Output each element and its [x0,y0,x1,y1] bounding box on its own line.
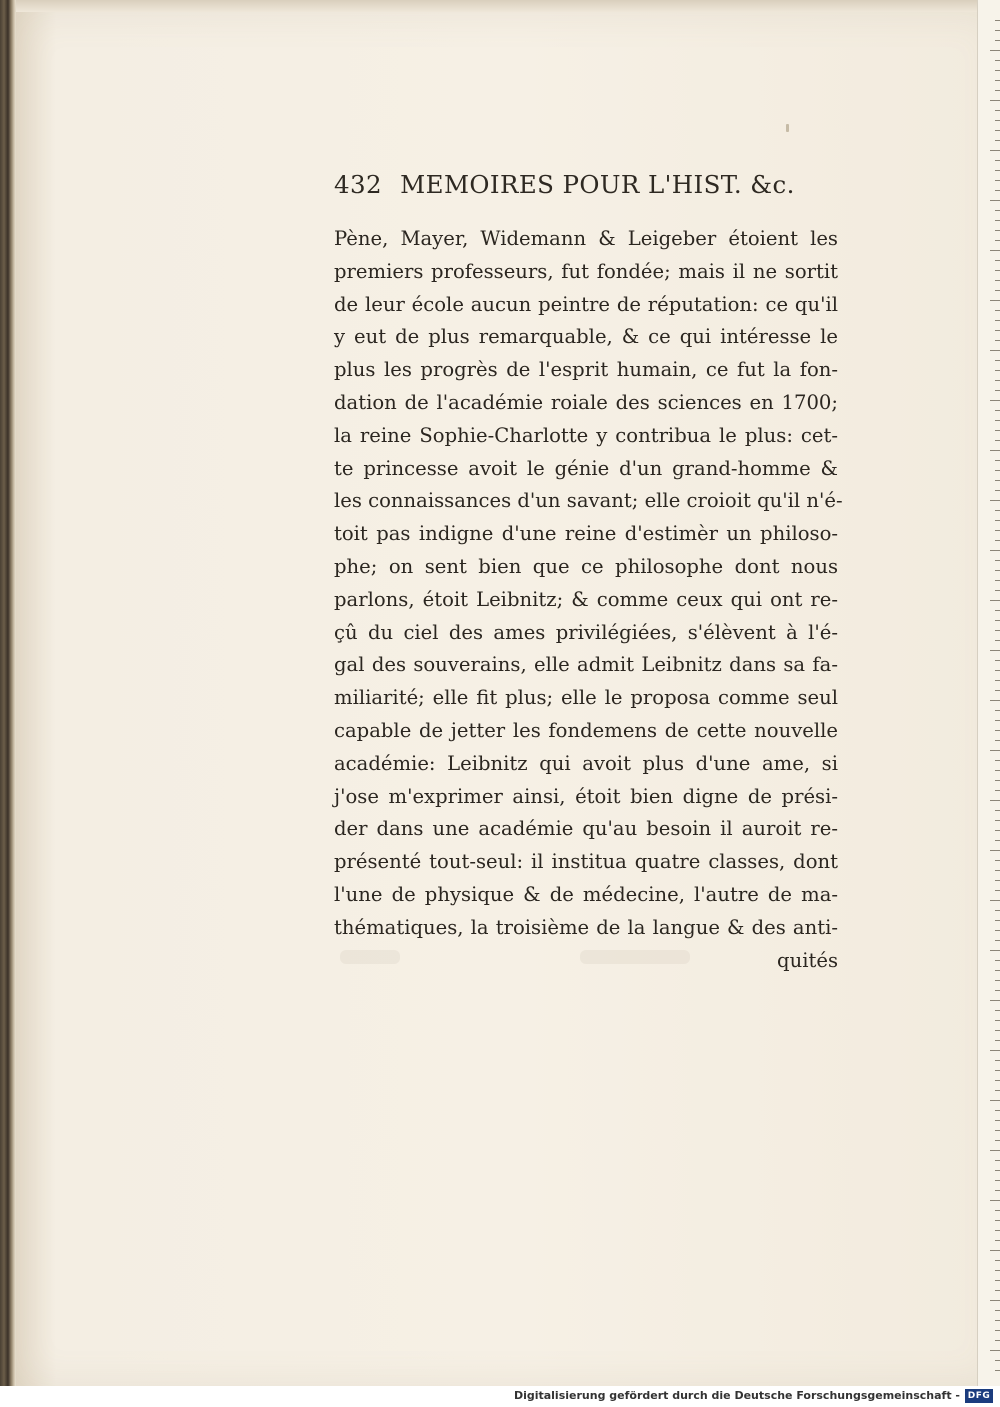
ruler-tick [995,210,1000,211]
ruler-tick [995,880,1000,881]
ruler-tick [995,890,1000,891]
ruler-tick [990,1250,1000,1251]
text-line: çû du ciel des ames privilégiées, s'élèvent à l'é- [334,620,838,644]
scan-ruler [977,0,1000,1386]
text-line: te princesse avoit le génie d'un grand-homme & [334,456,838,480]
ruler-tick [995,410,1000,411]
ruler-tick [995,440,1000,441]
ruler-tick [990,300,1000,301]
ruler-tick [995,810,1000,811]
text-line: thématiques, la troisième de la langue & des anti- [334,915,838,939]
ruler-tick [995,1240,1000,1241]
ruler-tick [990,700,1000,701]
ruler-tick [995,430,1000,431]
ruler-tick [995,220,1000,221]
ruler-tick [995,1020,1000,1021]
ruler-tick [995,380,1000,381]
ruler-tick [995,1310,1000,1311]
body-text [334,223,843,977]
text-line: toit pas indigne d'une reine d'estimèr un philoso- [334,522,838,546]
ruler-tick [995,110,1000,111]
ruler-tick [995,1270,1000,1271]
text-line: Pène, Mayer, Widemann & Leigeber étoient les [334,227,838,250]
ruler-tick [995,1180,1000,1181]
ruler-tick [995,970,1000,971]
ruler-tick [995,270,1000,271]
ruler-tick [990,750,1000,751]
ruler-tick [995,1130,1000,1131]
ruler-tick [995,530,1000,531]
ruler-tick [995,540,1000,541]
ruler-tick [995,1210,1000,1211]
ruler-tick [995,990,1000,991]
page-number: 432 [334,170,382,199]
ruler-tick [990,1300,1000,1301]
footer-bar [0,1386,1000,1407]
ruler-tick [990,950,1000,951]
ruler-tick [995,1220,1000,1221]
ruler-tick [995,940,1000,941]
ruler-tick [990,1350,1000,1351]
ruler-tick [990,450,1000,451]
ruler-tick [995,930,1000,931]
ruler-tick [995,490,1000,491]
ruler-tick [995,560,1000,561]
ruler-tick [995,1140,1000,1141]
ruler-tick [995,610,1000,611]
dfg-logo: DFG [965,1389,993,1403]
text-line: der dans une académie qu'au besoin il auroit re- [334,817,838,841]
ruler-tick [995,1290,1000,1291]
ruler-tick [995,1030,1000,1031]
ruler-tick [995,290,1000,291]
text-line: dation de l'académie roiale des sciences en 1700; [334,390,838,414]
ruler-tick [995,190,1000,191]
ruler-tick [990,400,1000,401]
ruler-tick [995,1010,1000,1011]
ruler-tick [995,960,1000,961]
ruler-tick [995,1110,1000,1111]
ruler-tick [990,250,1000,251]
text-line: la reine Sophie-Charlotte y contribua le plus: cet- [334,423,838,447]
text-line: académie: Leibnitz qui avoit plus d'une ame, si [334,751,838,775]
ruler-tick [990,1050,1000,1051]
ruler-tick [995,780,1000,781]
ruler-tick [995,320,1000,321]
book-binding-edge [0,0,16,1386]
ruler-tick [995,820,1000,821]
ruler-tick [990,200,1000,201]
ruler-tick [995,1190,1000,1191]
ruler-tick [990,550,1000,551]
ruler-tick [995,740,1000,741]
text-line: parlons, étoit Leibnitz; & comme ceux qui ont re- [334,587,838,611]
ruler-tick [995,1120,1000,1121]
ruler-tick [995,340,1000,341]
ruler-tick [990,350,1000,351]
ruler-tick [995,120,1000,121]
catchword: quités [777,948,838,972]
ruler-tick [995,790,1000,791]
ruler-tick [995,680,1000,681]
ruler-tick [995,90,1000,91]
ruler-tick [995,1320,1000,1321]
ruler-tick [990,100,1000,101]
ruler-tick [995,230,1000,231]
ruler-tick [995,770,1000,771]
ruler-tick [995,180,1000,181]
ruler-tick [995,1170,1000,1171]
ruler-tick [995,70,1000,71]
ruler-tick [995,580,1000,581]
ruler-tick [995,420,1000,421]
ruler-tick [990,500,1000,501]
ruler-tick [990,800,1000,801]
ruler-tick [995,760,1000,761]
ruler-tick [995,140,1000,141]
ruler-tick [990,600,1000,601]
ruler-tick [995,660,1000,661]
ruler-tick [995,730,1000,731]
ruler-tick [995,570,1000,571]
ruler-tick [990,1100,1000,1101]
ruler-tick [990,1150,1000,1151]
ruler-tick [990,900,1000,901]
ruler-tick [995,1090,1000,1091]
ruler-tick [995,40,1000,41]
ruler-tick [995,170,1000,171]
text-line: phe; on sent bien que ce philosophe dont nous [334,554,838,578]
ruler-tick [995,510,1000,511]
paper-mark [786,124,789,132]
ruler-tick [995,470,1000,471]
ruler-tick [995,360,1000,361]
ruler-tick [995,310,1000,311]
ruler-tick [990,50,1000,51]
ruler-tick [995,980,1000,981]
ruler-tick [995,130,1000,131]
top-edge-shadow [0,0,1000,12]
ruler-tick [995,1230,1000,1231]
ruler-tick [995,670,1000,671]
ruler-tick [995,640,1000,641]
ruler-tick [995,720,1000,721]
ruler-tick [995,710,1000,711]
ruler-tick [990,850,1000,851]
ruler-tick [995,1260,1000,1261]
ruler-tick [995,60,1000,61]
text-line: premiers professeurs, fut fondée; mais il ne sortit [334,259,838,283]
ruler-tick [995,1360,1000,1361]
ruler-tick [995,280,1000,281]
ruler-tick [995,390,1000,391]
ruler-tick [995,240,1000,241]
ruler-tick [995,260,1000,261]
ruler-tick [995,860,1000,861]
funding-credit: Digitalisierung gefördert durch die Deutsche Forschungsgemeinschaft - [513,1389,960,1402]
ruler-tick [995,30,1000,31]
ruler-tick [995,460,1000,461]
text-line: capable de jetter les fondemens de cette nouvelle [334,718,838,742]
ruler-tick [995,160,1000,161]
ruler-tick [995,590,1000,591]
running-title: MEMOIRES POUR L'HIST. &c. [400,170,795,199]
text-line: l'une de physique & de médecine, l'autre de ma- [334,882,838,906]
ruler-tick [995,1370,1000,1371]
ruler-tick [995,480,1000,481]
text-line: de leur école aucun peintre de réputation: ce qu'il [334,292,838,316]
ruler-tick [995,620,1000,621]
ruler-tick [995,330,1000,331]
ruler-tick [995,520,1000,521]
text-line: les connaissances d'un savant; elle croioit qu'il n'é- [334,489,843,513]
bleed-through-mark [340,950,400,964]
ruler-tick [995,20,1000,21]
text-line: miliarité; elle fit plus; elle le proposa comme seul [334,686,838,710]
text-line: plus les progrès de l'esprit humain, ce fut la fon- [334,358,838,382]
ruler-tick [995,870,1000,871]
ruler-tick [995,1330,1000,1331]
ruler-tick [990,150,1000,151]
ruler-tick [995,1280,1000,1281]
ruler-tick [995,1060,1000,1061]
ruler-tick [995,80,1000,81]
running-head [334,170,840,199]
ruler-tick [995,1340,1000,1341]
text-line: gal des souverains, elle admit Leibnitz dans sa fa- [334,653,838,677]
ruler-tick [995,1040,1000,1041]
ruler-tick [990,1200,1000,1201]
ruler-tick [995,910,1000,911]
ruler-tick [995,1160,1000,1161]
bleed-through-mark [580,950,690,964]
ruler-tick [995,1080,1000,1081]
ruler-tick [995,920,1000,921]
text-line: présenté tout-seul: il institua quatre classes, dont [334,850,838,874]
ruler-tick [995,830,1000,831]
ruler-tick [990,650,1000,651]
ruler-tick [990,1000,1000,1001]
ruler-tick [995,630,1000,631]
ruler-tick [995,370,1000,371]
text-line: y eut de plus remarquable, & ce qui intéresse le [334,325,838,349]
ruler-tick [995,690,1000,691]
ruler-tick [995,840,1000,841]
text-line: j'ose m'exprimer ainsi, étoit bien digne de prési- [334,784,838,808]
ruler-tick [995,1070,1000,1071]
